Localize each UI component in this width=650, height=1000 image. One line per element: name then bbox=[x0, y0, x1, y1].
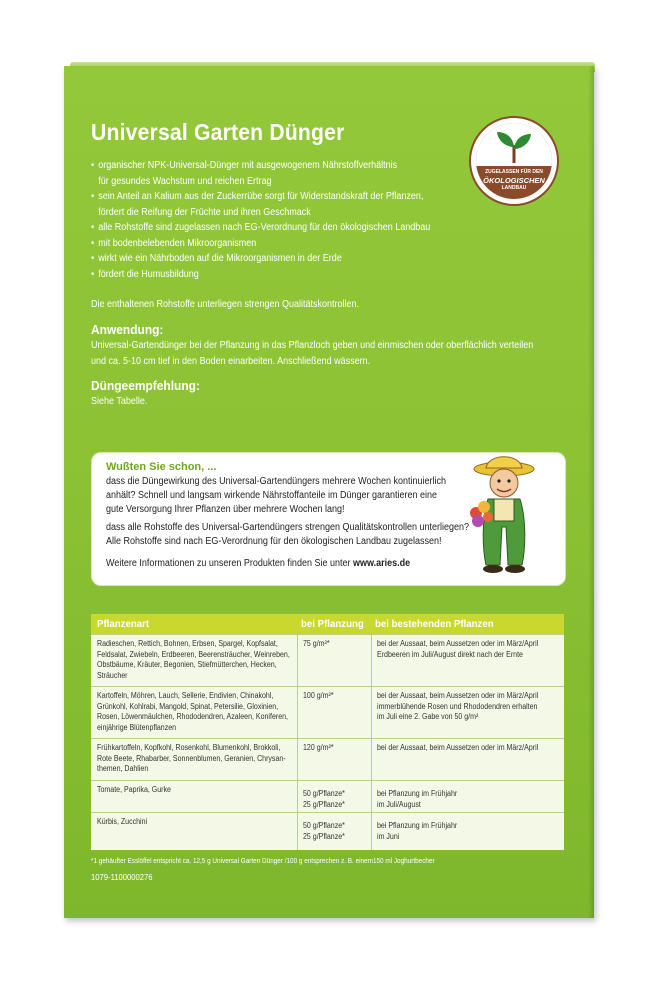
gardener-mascot-icon bbox=[452, 447, 552, 582]
cell-dose: 50 g/Pflanze* 25 g/Pflanze* bbox=[303, 789, 345, 809]
list-item: • alle Rohstoffe sind zugelassen nach EG-Verordnung für den ökologischen Landbau bbox=[91, 220, 487, 236]
info-heading: Wußten Sie schon, ... bbox=[106, 461, 217, 473]
dosage-table bbox=[91, 614, 564, 850]
info-more: Weitere Informationen zu unseren Produkten finden Sie unter www.aries.de bbox=[106, 558, 411, 569]
table-row bbox=[91, 812, 564, 851]
product-title: Universal Garten Dünger bbox=[91, 119, 345, 145]
list-item: • sein Anteil an Kalium aus der Zuckerrübe sorgt für Widerstandskraft der Pflanzen, bbox=[91, 189, 487, 205]
cell-dose: 100 g/m²* bbox=[303, 691, 334, 700]
info-paragraph-1: dass die Düngewirkung des Universal-Gartendüngers mehrere Wochen kontinuierlich anhält? Schnell und langsam wirkende Nährstoffanteile im Dünger garantieren eine gute Versorgung Ihrer Pflanzen über mehrere Wochen lang! bbox=[106, 476, 447, 515]
cell-existing: bei Pflanzung im Frühjahr im Juni bbox=[377, 821, 458, 841]
cell-plants: Radieschen, Rettich, Bohnen, Erbsen, Spargel, Kopfsalat, Feldsalat, Zwiebeln, Erdbeeren, Beerensträucher, Weinreben, Obstbäume, Kräuter, Begonien, Stiefmütterchen, Hecken, Sträucher bbox=[97, 639, 290, 680]
article-code: 1079-1100000276 bbox=[91, 872, 153, 882]
empfehlung-heading: Düngeempfehlung: bbox=[91, 378, 200, 393]
table-row bbox=[91, 686, 564, 739]
cell-dose: 50 g/Pflanze* 25 g/Pflanze* bbox=[303, 821, 345, 841]
fertilizer-box bbox=[64, 66, 594, 918]
list-item-continued: fördert die Reifung der Früchte und ihren Geschmack bbox=[98, 206, 311, 218]
header-bestehende: bei bestehenden Pflanzen bbox=[375, 618, 494, 630]
list-item-continued: für gesundes Wachstum und reichen Ertrag bbox=[98, 175, 272, 187]
info-paragraph-2: dass alle Rohstoffe des Universal-Gartendüngers strengen Qualitätskontrollen unterliegen? Alle Rohstoffe sind nach EG-Verordnung für den ökologischen Landbau zugelassen! bbox=[106, 522, 470, 547]
anwendung-heading: Anwendung: bbox=[91, 322, 164, 337]
cell-plants: Kürbis, Zucchini bbox=[97, 817, 148, 826]
info-box bbox=[91, 452, 566, 586]
cell-dose: 120 g/m²* bbox=[303, 743, 334, 752]
anwendung-text-1: Universal-Gartendünger bei der Pflanzung in das Pflanzloch geben und einmischen oder oberflächlich verteilen bbox=[91, 340, 534, 351]
eco-badge-text: ZUGELASSEN FÜR DEN ÖKOLOGISCHEN LANDBAU bbox=[483, 169, 545, 191]
empfehlung-text: Siehe Tabelle. bbox=[91, 396, 148, 407]
cell-dose: 75 g/m²* bbox=[303, 639, 330, 648]
cell-existing: bei Pflanzung im Frühjahr im Juli/August bbox=[377, 789, 458, 809]
table-row bbox=[91, 634, 564, 687]
table-header bbox=[91, 614, 564, 634]
table-row bbox=[91, 780, 564, 813]
list-item: • wirkt wie ein Nährboden auf die Mikroorganismen in der Erde bbox=[91, 251, 487, 267]
box-edge-shadow bbox=[588, 66, 594, 918]
website-link[interactable]: www.aries.de bbox=[352, 558, 411, 569]
table-footnote: *1 gehäufter Esslöffel entspricht ca. 12,5 g Universal Garten Dünger /100 g entsprechen z. B. einem150 ml Joghurtbecher bbox=[91, 856, 435, 865]
cell-existing: bei der Aussaat, beim Aussetzen oder im März/April Erdbeeren im Juli/August direkt nach der Ernte bbox=[377, 639, 539, 659]
cell-existing: bei der Aussaat, beim Aussetzen oder im März/April immerblühende Rosen und Rhododendren erhalten im Juli eine 2. Gabe von 50 g/m² bbox=[377, 691, 539, 721]
list-item: • fördert die Humusbildung bbox=[91, 267, 487, 283]
quality-note: Die enthaltenen Rohstoffe unterliegen strengen Qualitätskontrollen. bbox=[91, 299, 360, 310]
anwendung-text-2: und ca. 5-10 cm tief in den Boden einarbeiten. Anschließend wässern. bbox=[91, 356, 371, 367]
cell-existing: bei der Aussaat, beim Aussetzen oder im März/April bbox=[377, 743, 539, 752]
list-item: • mit bodenbelebenden Mikroorganismen bbox=[91, 236, 487, 252]
cell-plants: Frühkartoffeln, Kopfkohl, Rosenkohl, Blumenkohl, Brokkoli, Rote Beete, Rhabarber, Sonnenblumen, Geranien, Chrysan- themen, Dahlien bbox=[97, 743, 286, 773]
cell-plants: Tomate, Paprika, Gurke bbox=[97, 785, 171, 794]
table-row bbox=[91, 738, 564, 781]
feature-list bbox=[91, 158, 531, 282]
header-bei-pflanzung: bei Pflanzung bbox=[301, 618, 364, 630]
list-item: • organischer NPK-Universal-Dünger mit ausgewogenem Nährstoffverhältnis bbox=[91, 158, 487, 174]
header-pflanzenart: Pflanzenart bbox=[97, 618, 150, 630]
cell-plants: Kartoffeln, Möhren, Lauch, Sellerie, Endivien, Chinakohl, Grünkohl, Kohlrabi, Mangold, Spinat, Petersilie, Gloxinien, Rosen, Löwenmäulchen, Rhododendren, Azaleen, Koniferen, einjährige Blütenpflanzen bbox=[97, 691, 289, 732]
